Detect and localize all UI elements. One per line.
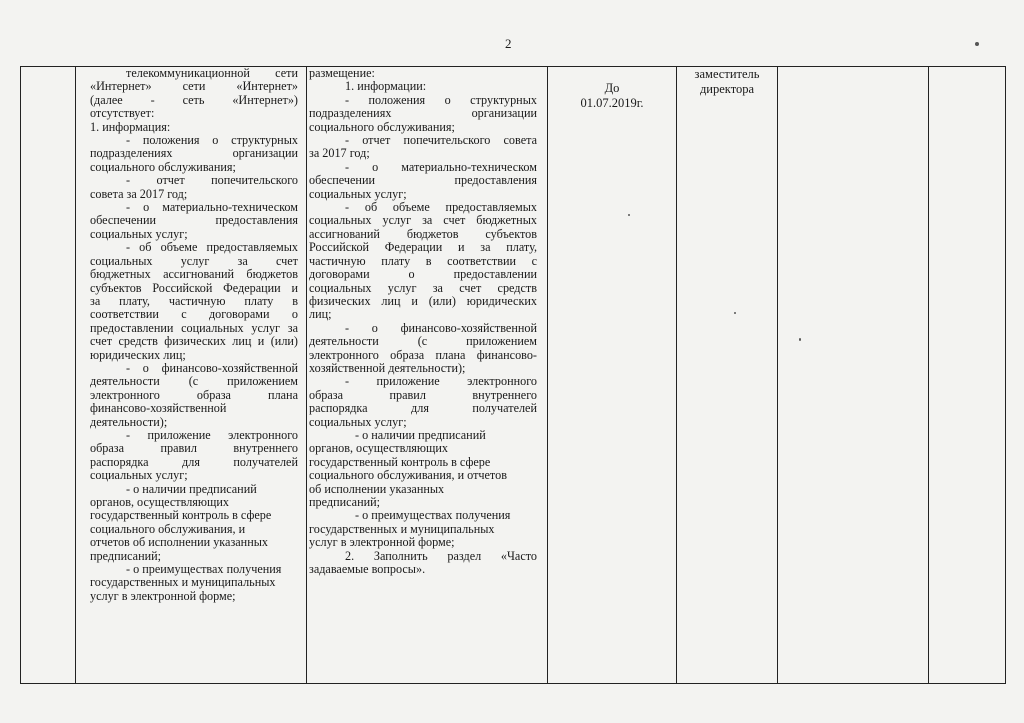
text-line: услуг в электронной форме;: [90, 588, 236, 603]
text-line: - о финансово-хозяйственной: [345, 320, 537, 335]
text-line: социальных услуг;: [309, 414, 407, 429]
text-line: обеспечении предоставления: [90, 213, 298, 228]
text-line: государственных и муниципальных: [90, 575, 276, 590]
text-line: договорами о предоставлении: [309, 267, 537, 282]
measures-cell: [307, 67, 548, 684]
text-line: ассигнований бюджетов субъектов: [309, 226, 537, 241]
scan-speck: [975, 42, 979, 46]
text-line: подразделениях организации: [90, 146, 298, 161]
text-line: социального обслуживания;: [90, 159, 236, 174]
text-line: образа правил внутреннего: [90, 441, 298, 456]
scan-speck: [799, 338, 801, 341]
text-line: образа правил внутреннего: [309, 387, 537, 402]
text-line: социального обслуживания, и: [90, 521, 246, 536]
violations-text: [76, 67, 306, 603]
text-line: предоставлении социальных услуг за: [90, 320, 298, 335]
text-line: деятельности);: [90, 414, 168, 429]
text-line: «Интернет» сети «Интернет»: [90, 79, 298, 94]
text-line: 1. информации:: [345, 79, 427, 94]
text-line: задаваемые вопросы».: [309, 562, 426, 577]
text-line: юридических лиц;: [90, 347, 186, 362]
text-line: финансово-хозяйственной: [90, 401, 227, 416]
column-6-cell: [778, 67, 929, 684]
text-line: - приложение электронного: [345, 374, 537, 389]
text-line: социального обслуживания;: [309, 119, 455, 134]
responsible-cell: [677, 67, 778, 684]
text-line: обеспечении предоставления: [309, 173, 537, 188]
text-line: распорядка для получателей: [90, 454, 298, 469]
text-line: - о наличии предписаний: [355, 427, 486, 442]
text-line: услуг в электронной форме;: [309, 535, 455, 550]
page-number: 2: [505, 36, 512, 51]
column-7-cell: [929, 67, 1006, 684]
text-line: электронного образа плана финансово-: [309, 347, 537, 362]
deadline-line-1: До: [604, 81, 620, 95]
text-line: размещение:: [309, 66, 375, 80]
text-line: физических лиц и (или) юридических: [309, 293, 537, 308]
deadline-line-2: 01.07.2019г.: [580, 96, 644, 110]
text-line: 2. Заполнить раздел «Часто: [345, 548, 537, 563]
text-line: электронного образа плана: [90, 387, 298, 402]
text-line: - положения о структурных: [126, 133, 298, 148]
text-line: деятельности (с приложением: [90, 374, 298, 389]
text-line: социальных услуг за счет: [90, 253, 298, 268]
text-line: - о наличии предписаний: [126, 481, 257, 496]
violations-cell: [76, 67, 307, 684]
text-line: отсутствует:: [90, 106, 155, 121]
text-line: соответствии с договорами о: [90, 307, 298, 322]
text-line: хозяйственной деятельности);: [309, 360, 466, 375]
text-line: (далее - сеть «Интернет»): [90, 92, 298, 107]
text-line: за плату, частичную плату в: [90, 293, 298, 308]
text-line: подразделениях организации: [309, 106, 537, 121]
text-line: государственный контроль в сфере: [309, 454, 491, 469]
text-line: - приложение электронного: [126, 427, 298, 442]
text-line: распорядка для получателей: [309, 401, 537, 416]
text-line: - положения о структурных: [345, 92, 537, 107]
text-line: за 2017 год;: [309, 146, 370, 161]
scan-speck: [628, 214, 630, 216]
text-line: - о преимуществах получения: [126, 562, 282, 577]
text-line: - отчет попечительского: [126, 173, 298, 188]
text-line: - о материально-техническом: [126, 200, 298, 215]
text-line: частичную плату в соответствии с: [309, 253, 537, 268]
text-line: деятельности (с приложением: [309, 334, 537, 349]
text-line: социальных услуг за счет средств: [309, 280, 537, 295]
text-line: - об объеме предоставляемых: [345, 200, 537, 215]
text-line: - отчет попечительского совета: [345, 133, 537, 148]
text-line: субъектов Российской Федерации и: [90, 280, 298, 295]
text-line: органов, осуществляющих: [90, 495, 230, 509]
text-line: социальных услуг за счет бюджетных: [309, 213, 537, 228]
text-line: отчетов об исполнении указанных: [90, 535, 269, 550]
text-line: об исполнении указанных: [309, 481, 445, 496]
text-line: органов, осуществляющих: [309, 441, 449, 456]
text-line: социальных услуг;: [309, 186, 407, 201]
text-line: предписаний;: [309, 495, 381, 509]
column-1-cell: [21, 67, 76, 684]
text-line: предписаний;: [90, 548, 162, 563]
text-line: социальных услуг;: [90, 468, 188, 483]
text-line: 1. информация:: [90, 119, 171, 134]
responsible-line-1: заместитель: [694, 67, 760, 81]
text-line: государственных и муниципальных: [309, 521, 495, 536]
text-line: государственный контроль в сфере: [90, 508, 272, 523]
text-line: - о преимуществах получения: [355, 508, 511, 523]
text-line: лиц;: [309, 307, 332, 322]
text-line: - о финансово-хозяйственной: [126, 360, 298, 375]
text-line: - об объеме предоставляемых: [126, 240, 298, 255]
text-line: счет средств физических лиц и (или): [90, 334, 298, 349]
text-line: - о материально-техническом: [345, 159, 537, 174]
measures-text: [307, 67, 547, 576]
scan-speck: [734, 312, 736, 314]
text-line: телекоммуникационной сети: [126, 66, 298, 80]
text-line: совета за 2017 год;: [90, 186, 188, 201]
text-line: Российской Федерации и за плату,: [309, 240, 537, 255]
table-row: [21, 67, 1006, 684]
text-line: социального обслуживания, и отчетов: [309, 468, 507, 483]
responsible-line-2: директора: [699, 82, 755, 96]
plan-table: [20, 66, 1006, 684]
text-line: бюджетных ассигнований бюджетов: [90, 267, 298, 282]
text-line: социальных услуг;: [90, 226, 188, 241]
deadline-cell: [548, 67, 677, 684]
